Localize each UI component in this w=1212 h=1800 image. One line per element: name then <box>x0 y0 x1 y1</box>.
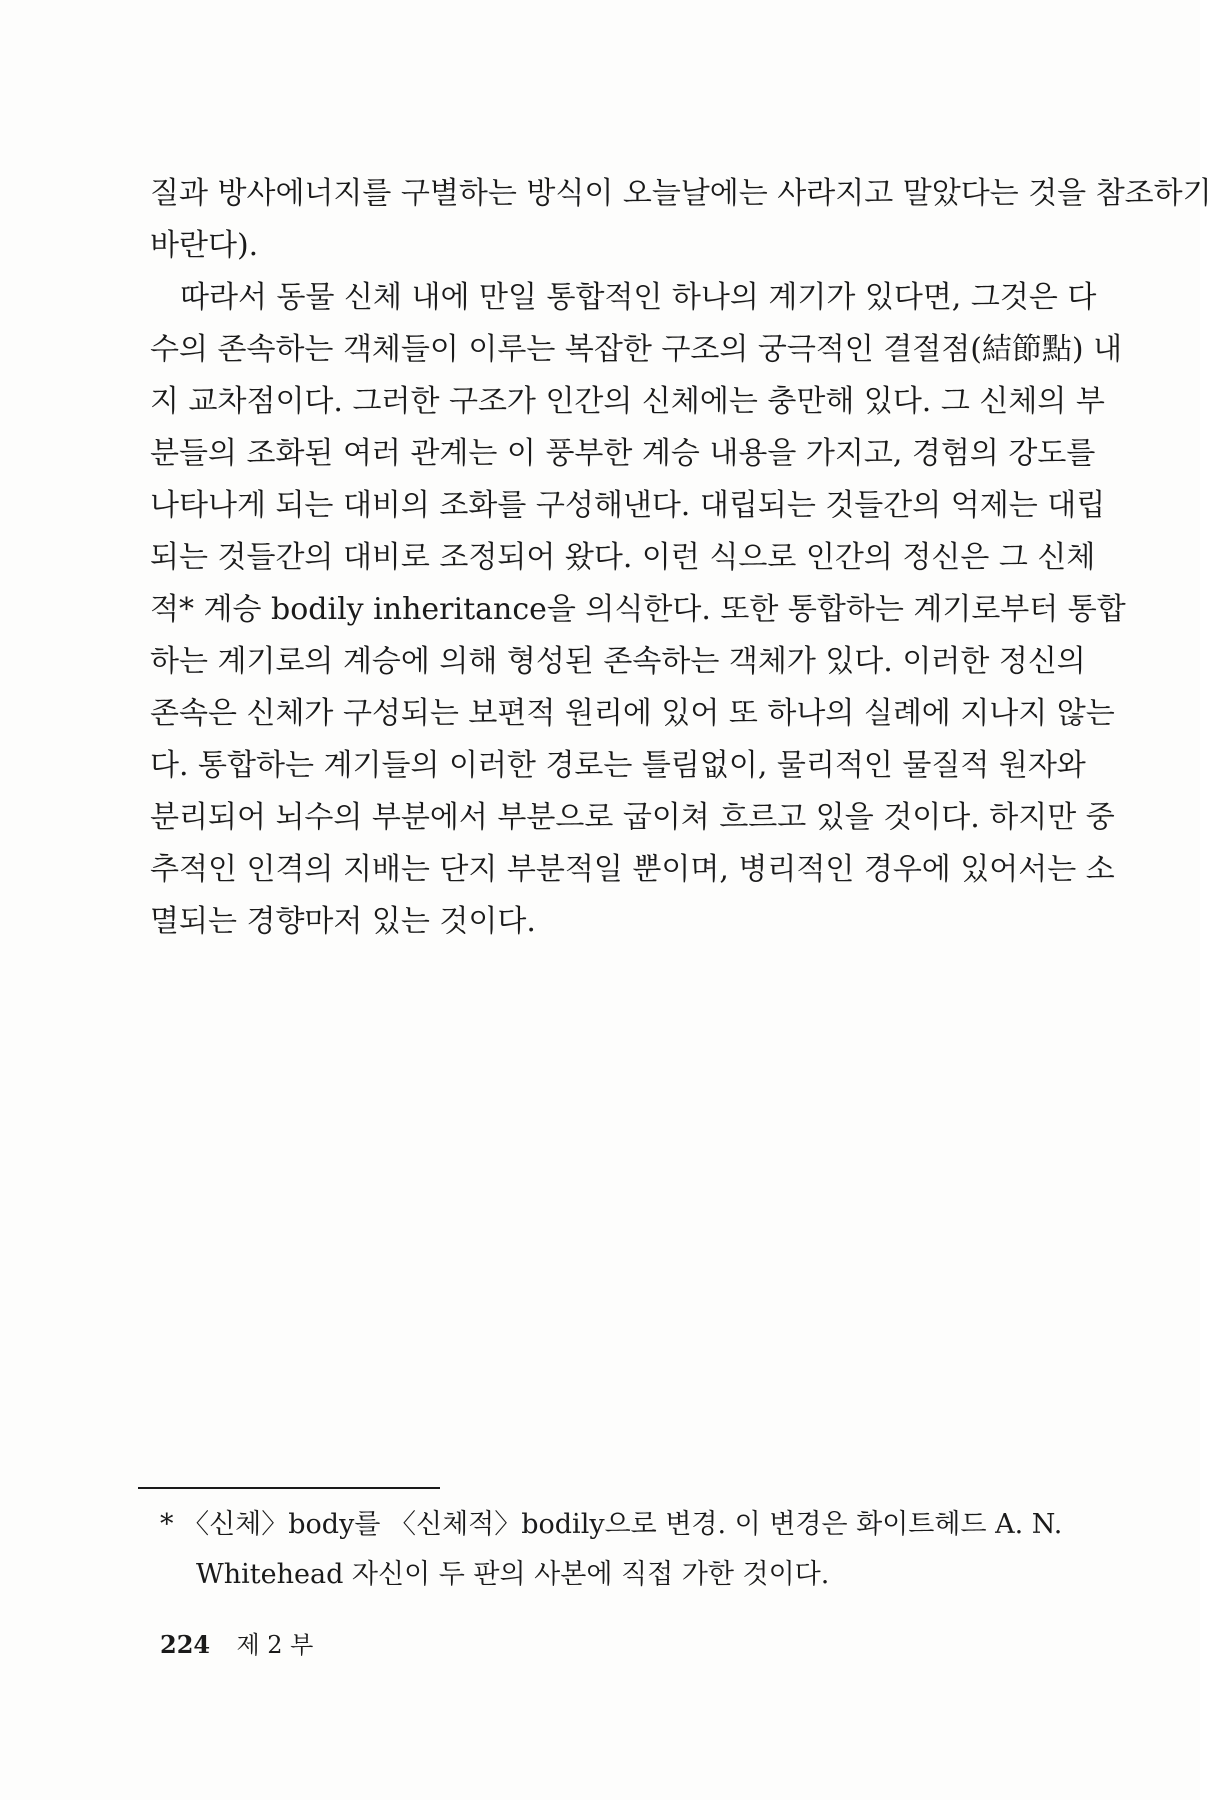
footnote-divider <box>138 1487 440 1489</box>
body-line: 수의 존속하는 객체들이 이루는 복잡한 구조의 궁극적인 결절점(結節點) 내 <box>150 332 1123 367</box>
body-line: 되는 것들간의 대비로 조정되어 왔다. 이런 식으로 인간의 정신은 그 신체 <box>150 540 1096 575</box>
body-line: 바란다). <box>150 228 259 263</box>
body-line: 지 교차점이다. 그러한 구조가 인간의 신체에는 충만해 있다. 그 신체의 부 <box>150 384 1105 419</box>
body-line: 존속은 신체가 구성되는 보편적 원리에 있어 또 하나의 실례에 지나지 않는 <box>150 696 1115 731</box>
body-line: 멸되는 경향마저 있는 것이다. <box>150 904 536 939</box>
part-label: 제 2 부 <box>236 1631 314 1659</box>
body-line: 나타나게 되는 대비의 조화를 구성해낸다. 대립되는 것들간의 억제는 대립 <box>150 488 1106 523</box>
body-line: 하는 계기로의 계승에 의해 형성된 존속하는 객체가 있다. 이러한 정신의 <box>150 644 1086 679</box>
page-folio <box>160 1625 313 1660</box>
body-text <box>150 168 1212 948</box>
body-line: 질과 방사에너지를 구별하는 방식이 오늘날에는 사라지고 말았다는 것을 참조하기 <box>150 176 1212 211</box>
body-line: 분들의 조화된 여러 관계는 이 풍부한 계승 내용을 가지고, 경험의 강도를 <box>150 436 1096 471</box>
body-line: 따라서 동물 신체 내에 만일 통합적인 하나의 계기가 있다면, 그것은 다 <box>150 280 1097 315</box>
footnote <box>160 1500 1063 1600</box>
footnote-line: Whitehead 자신이 두 판의 사본에 직접 가한 것이다. <box>196 1559 830 1590</box>
body-line: 적* 계승 bodily inheritance을 의식한다. 또한 통합하는 계기로부터 통합 <box>150 592 1126 627</box>
body-line: 추적인 인격의 지배는 단지 부분적일 뿐이며, 병리적인 경우에 있어서는 소 <box>150 852 1115 887</box>
page-number: 224 <box>160 1630 211 1659</box>
body-line: 분리되어 뇌수의 부분에서 부분으로 굽이쳐 흐르고 있을 것이다. 하지만 중 <box>150 800 1115 835</box>
footnote-line: * 〈신체〉body를 〈신체적〉bodily으로 변경. 이 변경은 화이트헤드 A. N. <box>160 1509 1063 1540</box>
body-line: 다. 통합하는 계기들의 이러한 경로는 틀림없이, 물리적인 물질적 원자와 <box>150 748 1086 783</box>
